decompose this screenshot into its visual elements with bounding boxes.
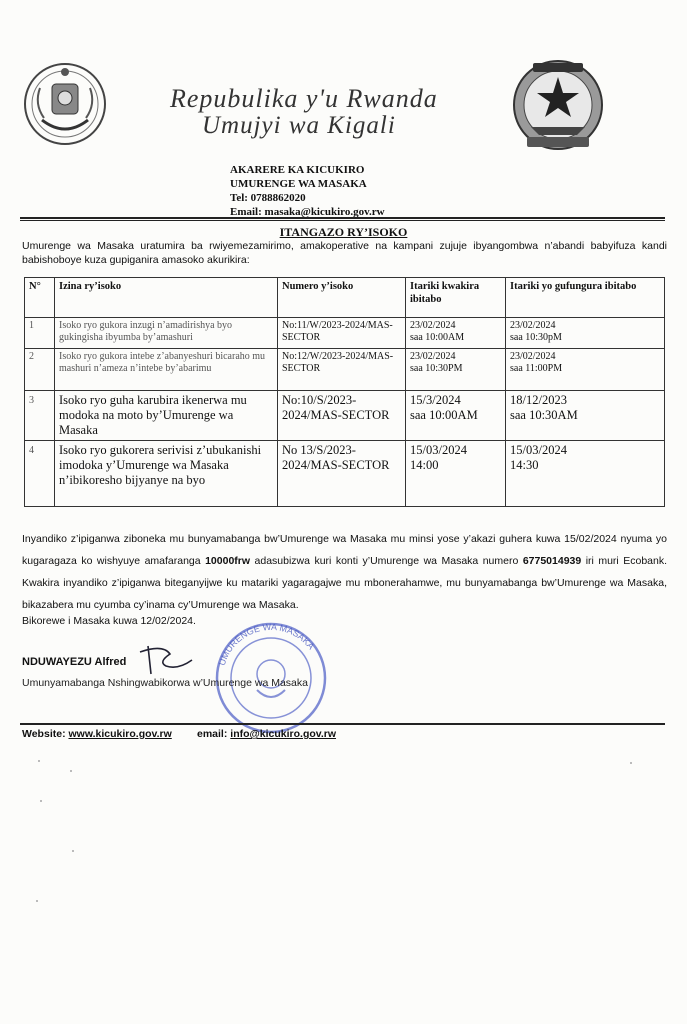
open-cell: [506, 391, 665, 441]
open-time: saa 10:30AM: [510, 408, 578, 422]
open-cell: [506, 441, 665, 507]
tender-name: Isoko ryo guha karubira ikenerwa mu modoka na moto by’Umurenge wa Masaka: [55, 391, 278, 441]
open-date: 23/02/2024: [510, 351, 556, 362]
handwritten-signature: [118, 640, 198, 680]
receive-cell: [406, 318, 506, 349]
open-time: 14:30: [510, 458, 539, 472]
tender-name: Isoko ryo gukora intebe z’abanyeshuri bicaraho mu mashuri n’ameza n’intebe by’abarimu: [55, 349, 278, 391]
open-cell: [506, 318, 665, 349]
footer-rule: [20, 723, 665, 725]
telephone: Tel: 0788862020: [230, 192, 306, 204]
tender-ref: No 13/S/2023-2024/MAS-SECTOR: [278, 441, 406, 507]
email-label: email:: [197, 728, 228, 740]
scan-speck: [70, 770, 72, 772]
scan-speck: [36, 900, 38, 902]
scan-speck: [630, 762, 632, 764]
email-link[interactable]: info@kicukiro.gov.rw: [230, 728, 337, 740]
open-cell: [506, 349, 665, 391]
republic-heading: Repubulika y'u Rwanda: [170, 84, 438, 113]
receive-date: 23/02/2024: [410, 351, 456, 362]
open-date: 23/02/2024: [510, 320, 556, 331]
receive-cell: [406, 349, 506, 391]
footer-website: [22, 728, 172, 740]
tender-ref: No:12/W/2023-2024/MAS-SECTOR: [278, 349, 406, 391]
open-date: 18/12/2023: [510, 393, 567, 407]
receive-cell: [406, 441, 506, 507]
open-time: saa 10:30pM: [510, 331, 562, 343]
receive-date: 15/3/2024: [410, 393, 461, 407]
table-row: [25, 391, 665, 441]
row-number: 1: [25, 318, 55, 349]
sector-name: UMURENGE WA MASAKA: [230, 178, 367, 190]
table-row: [25, 441, 665, 507]
col-header-ref: Numero y’isoko: [278, 278, 406, 318]
sector-email: Email: masaka@kicukiro.gov.rw: [230, 206, 385, 218]
row-number: 2: [25, 349, 55, 391]
table-row: [25, 318, 665, 349]
account-number: 6775014939: [522, 555, 582, 567]
tender-name: Isoko ryo gukora inzugi n’amadirishya byo gukingisha ibyumba by’amashuri: [55, 318, 278, 349]
row-number: 3: [25, 391, 55, 441]
receive-date: 15/03/2024: [410, 443, 467, 457]
city-heading: Umujyi wa Kigali: [202, 112, 396, 139]
receive-cell: [406, 391, 506, 441]
scan-speck: [72, 850, 74, 852]
receive-time: saa 10:00AM: [410, 408, 478, 422]
scan-speck: [40, 800, 42, 802]
paragraph-part-2: adasubizwa kuri konti y’Umurenge wa Masaka numero: [250, 555, 523, 567]
paragraph-part-1: Inyandiko z’ipiganwa ziboneka mu bunyamabanga bw’Umurenge wa Masaka mu minsi yose y’akazi guhera kuwa 15/02/2024 nyuma yo kugaragaza ko wishyuye amafaranga: [22, 533, 667, 567]
header-rule: [20, 217, 665, 219]
website-label: Website:: [22, 728, 66, 740]
receive-time: 14:00: [410, 458, 439, 472]
fee-amount: 10000frw: [205, 555, 251, 567]
signatory-name: NDUWAYEZU Alfred: [22, 656, 127, 668]
tender-ref: No:11/W/2023-2024/MAS-SECTOR: [278, 318, 406, 349]
coat-of-arms-logo: [22, 58, 108, 150]
signatory-title: Umunyamabanga Nshingwabikorwa w’Umurenge wa Masaka: [22, 677, 308, 689]
stamp-text: UMURENGE WA MASAKA: [216, 621, 317, 667]
receive-date: 23/02/2024: [410, 320, 456, 331]
row-number: 4: [25, 441, 55, 507]
open-time: saa 11:00PM: [510, 362, 563, 374]
tenders-table: [24, 277, 665, 507]
tender-ref: No:10/S/2023-2024/MAS-SECTOR: [278, 391, 406, 441]
open-date: 15/03/2024: [510, 443, 567, 457]
kigali-city-seal-logo: [503, 55, 613, 155]
table-row: [25, 349, 665, 391]
col-header-number: N°: [25, 278, 55, 318]
website-link[interactable]: www.kicukiro.gov.rw: [68, 728, 172, 740]
col-header-open: Itariki yo gufungura ibitabo: [506, 278, 665, 318]
receive-time: saa 10:00AM: [410, 331, 465, 343]
place-date: Bikorewe i Masaka kuwa 12/02/2024.: [22, 615, 196, 627]
table-header-row: [25, 278, 665, 318]
district-name: AKARERE KA KICUKIRO: [230, 164, 365, 176]
notice-intro: Umurenge wa Masaka uratumira ba rwiyemezamirimo, amakoperative na kampani zujuje ibyangombwa n’abandi babyifuza kandi babishoboye kuza gupiganira amasoko akurikira:: [22, 240, 667, 266]
documents-paragraph: [22, 528, 667, 616]
col-header-receive: Itariki kwakira ibitabo: [406, 278, 506, 318]
tender-name: Isoko ryo gukorera serivisi z’ubukanishi imodoka y’Umurenge wa Masaka n’ibikoresho bijyanye na byo: [55, 441, 278, 507]
footer-email: [197, 728, 336, 740]
paragraph-part-3: iri muri Ecobank. Kwakira inyandiko z’ipiganwa biteganyijwe ku matariki yagaragajwe mu mbonerahamwe, mu bunyamabanga bw’Umurenge wa Masaka, bikazabera mu cyumba cy’inama cy’Umurenge wa Masaka.: [22, 555, 668, 611]
notice-title: ITANGAZO RY’ISOKO: [279, 225, 408, 239]
header-rule-thin: [20, 220, 665, 221]
col-header-name: Izina ry’isoko: [55, 278, 278, 318]
scan-speck: [38, 760, 40, 762]
receive-time: saa 10:30PM: [410, 362, 463, 374]
